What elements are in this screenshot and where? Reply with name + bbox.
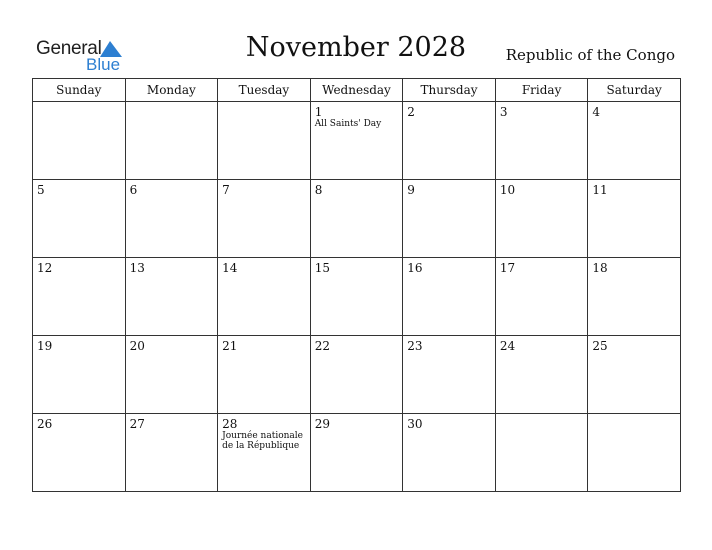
weekday-header: Thursday xyxy=(403,79,496,102)
day-cell xyxy=(125,258,218,336)
day-cell xyxy=(588,336,681,414)
day-number: 27 xyxy=(129,417,145,431)
weekday-header: Saturday xyxy=(588,79,681,102)
day-number: 23 xyxy=(407,339,423,353)
day-cell xyxy=(218,180,311,258)
day-number: 10 xyxy=(499,183,516,197)
holiday-label: All Saints' Day xyxy=(314,119,382,129)
day-cell xyxy=(33,336,126,414)
day-cell xyxy=(33,258,126,336)
day-number: 15 xyxy=(314,261,330,275)
day-number: 30 xyxy=(407,417,423,431)
week-row xyxy=(33,258,681,336)
day-cell xyxy=(125,414,218,492)
weekday-header: Friday xyxy=(495,79,588,102)
day-cell xyxy=(495,258,588,336)
weekday-header: Sunday xyxy=(33,79,126,102)
day-number: 11 xyxy=(592,183,608,197)
day-cell xyxy=(495,180,588,258)
day-cell xyxy=(125,336,218,414)
weekday-header-row xyxy=(33,79,681,102)
day-cell xyxy=(33,414,126,492)
day-number: 20 xyxy=(129,339,145,353)
day-cell xyxy=(495,102,588,180)
country-name: Republic of the Congo xyxy=(505,46,675,64)
day-cell xyxy=(218,102,311,180)
day-number: 3 xyxy=(499,105,508,119)
day-number: 8 xyxy=(314,183,323,197)
day-cell xyxy=(310,258,403,336)
day-number: 9 xyxy=(407,183,415,197)
day-cell xyxy=(403,180,496,258)
day-number: 7 xyxy=(222,183,230,197)
week-row xyxy=(33,102,681,180)
day-number: 24 xyxy=(499,339,516,353)
day-cell xyxy=(403,102,496,180)
logo-text-general: General xyxy=(36,38,102,59)
day-number: 25 xyxy=(592,339,608,353)
day-number: 19 xyxy=(37,339,53,353)
day-cell xyxy=(588,258,681,336)
day-number: 6 xyxy=(129,183,138,197)
week-row xyxy=(33,414,681,492)
calendar-grid xyxy=(32,78,681,492)
day-cell xyxy=(588,180,681,258)
day-cell xyxy=(310,336,403,414)
day-number: 2 xyxy=(407,105,415,119)
day-number: 14 xyxy=(222,261,238,275)
day-number: 12 xyxy=(37,261,53,275)
day-number: 22 xyxy=(314,339,330,353)
day-cell xyxy=(588,102,681,180)
day-number: 16 xyxy=(407,261,423,275)
day-cell xyxy=(495,414,588,492)
day-cell xyxy=(310,102,403,180)
holiday-label: Journée nationale de la République xyxy=(222,431,304,451)
day-cell xyxy=(218,258,311,336)
day-number: 28 xyxy=(222,417,238,431)
weekday-header: Monday xyxy=(125,79,218,102)
day-cell xyxy=(588,414,681,492)
day-number: 26 xyxy=(37,417,53,431)
day-cell xyxy=(310,180,403,258)
day-cell xyxy=(403,336,496,414)
day-cell xyxy=(218,414,311,492)
weekday-header: Wednesday xyxy=(310,79,403,102)
day-number: 13 xyxy=(129,261,145,275)
day-number: 18 xyxy=(592,261,608,275)
day-number: 1 xyxy=(314,105,323,119)
day-number: 4 xyxy=(592,105,601,119)
day-cell xyxy=(125,180,218,258)
day-number: 21 xyxy=(222,339,238,353)
day-cell xyxy=(33,180,126,258)
day-number: 17 xyxy=(499,261,516,275)
week-row xyxy=(33,180,681,258)
weekday-header: Tuesday xyxy=(218,79,311,102)
day-number: 5 xyxy=(37,183,45,197)
day-number: 29 xyxy=(314,417,330,431)
day-cell xyxy=(218,336,311,414)
logo-text-blue: Blue xyxy=(86,55,121,74)
day-cell xyxy=(125,102,218,180)
day-cell xyxy=(33,102,126,180)
day-cell xyxy=(495,336,588,414)
day-cell xyxy=(310,414,403,492)
day-cell xyxy=(403,258,496,336)
day-cell xyxy=(403,414,496,492)
week-row xyxy=(33,336,681,414)
calendar-title: November 2028 xyxy=(245,32,467,63)
